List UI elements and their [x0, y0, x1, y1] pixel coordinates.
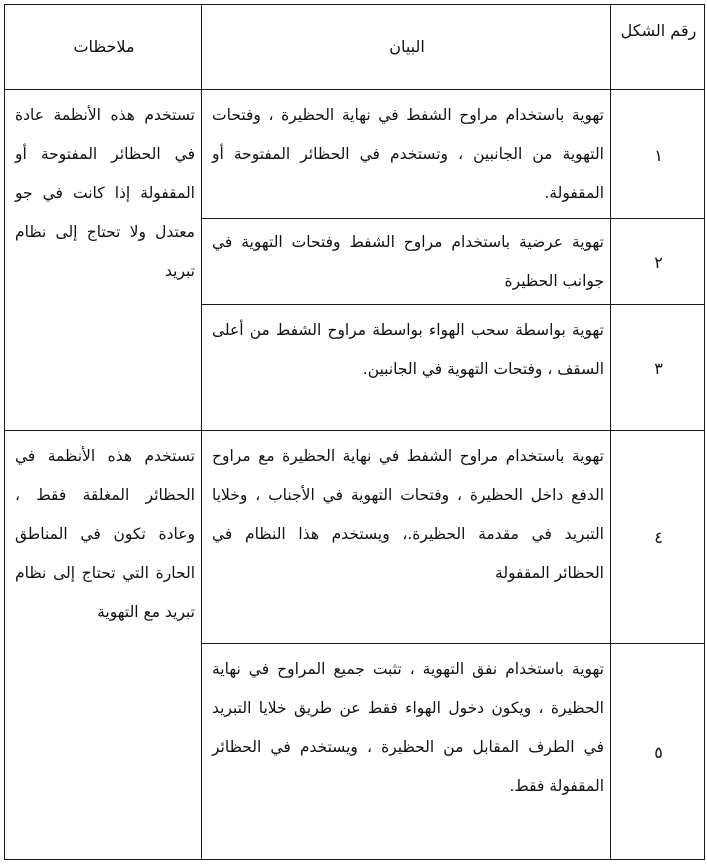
row-3-description: تهوية بواسطة سحب الهواء بواسطة مراوح الشفط من أعلى السقف ، وفتحات التهوية في الجانبين.: [212, 321, 604, 378]
header-notes-cell: [4, 4, 202, 90]
row-4-description: تهوية باستخدام مراوح الشفط في نهاية الحظيرة مع مراوح الدفع داخل الحظيرة ، وفتحات التهوية في الأجناب ، وخلايا التبريد في مقدمة الحظيرة.، ويستخدم هذا النظام في الحظائر المقفولة: [212, 447, 604, 582]
row-2-number-cell: [610, 218, 705, 305]
row-3-description-cell: [201, 304, 611, 431]
row-4-number-cell: [610, 430, 705, 644]
header-description-label: البيان: [389, 37, 425, 56]
row-4-description-cell: [201, 430, 611, 644]
row-4-number: ٤: [654, 528, 663, 547]
row-2-description: تهوية عرضية باستخدام مراوح الشفط وفتحات التهوية في جوانب الحظيرة: [212, 233, 604, 290]
notes-group-2-cell: [4, 430, 202, 860]
row-5-description-cell: [201, 643, 611, 860]
row-1-number-cell: [610, 89, 705, 219]
row-5-description: تهوية باستخدام نفق التهوية ، تثبت جميع المراوح في نهاية الحظيرة ، ويكون دخول الهواء فقط عن طريق خلايا التبريد في الطرف المقابل من الحظيرة ، ويستخدم في الحظائر المقفولة فقط.: [212, 660, 604, 795]
row-5-number-cell: [610, 643, 705, 860]
notes-group-2-text: تستخدم هذه الأنظمة في الحظائر المغلقة فقط ، وعادة تكون في المناطق الحارة التي تحتاج إلى نظام تبريد مع التهوية: [15, 447, 195, 621]
notes-group-1-text: تستخدم هذه الأنظمة عادة في الحظائر المفتوحة أو المقفولة إذا كانت في جو معتدل ولا تحتاج إلى نظام تبريد: [15, 106, 195, 280]
row-5-number: ٥: [654, 743, 663, 762]
row-2-description-cell: [201, 218, 611, 305]
row-1-description: تهوية باستخدام مراوح الشفط في نهاية الحظيرة ، وفتحات التهوية من الجانبين ، وتستخدم في الحظائر المفتوحة أو المقفولة.: [212, 106, 604, 202]
row-3-number-cell: [610, 304, 705, 431]
row-1-number: ١: [654, 146, 663, 165]
header-number-label: رقم الشكل: [620, 21, 697, 40]
header-description-cell: [201, 4, 611, 90]
row-1-description-cell: [201, 89, 611, 219]
row-2-number: ٢: [654, 253, 663, 272]
row-3-number: ٣: [654, 359, 663, 378]
header-number-cell: [610, 4, 705, 90]
notes-group-1-cell: [4, 89, 202, 431]
header-notes-label: ملاحظات: [73, 37, 135, 56]
